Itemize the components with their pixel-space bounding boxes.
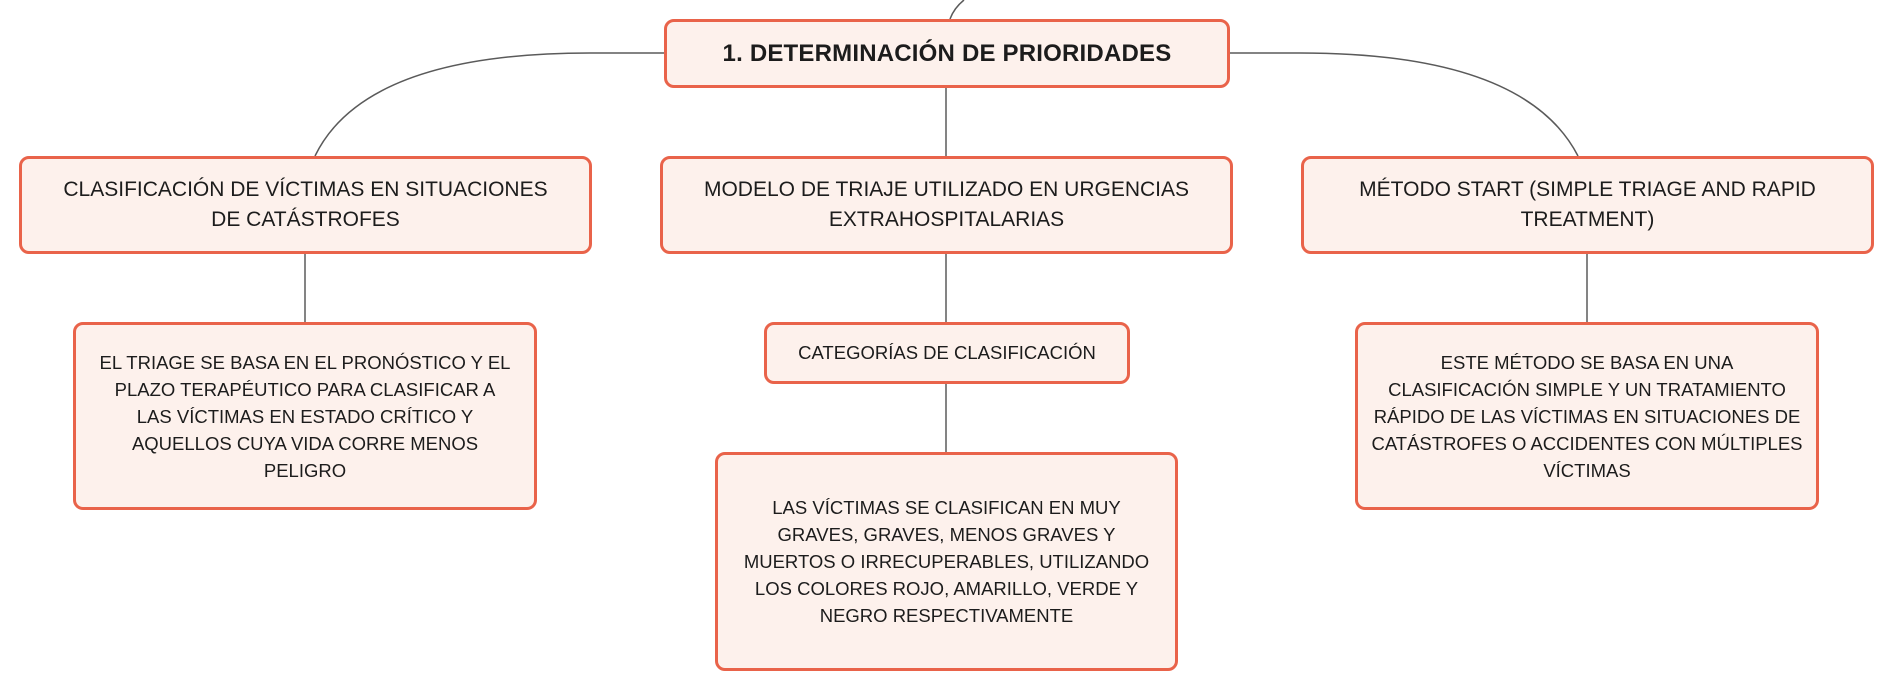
- child-node-categorias-clasificacion[interactable]: [764, 322, 1130, 384]
- connector-root-to-branch-1: [315, 53, 664, 156]
- branch-node-metodo-start[interactable]: [1301, 156, 1874, 254]
- detail-node-text: LAS VÍCTIMAS SE CLASIFICAN EN MUY GRAVES, GRAVES, MENOS GRAVES Y MUERTOS O IRRECUPERABLES, UTILIZANDO LOS COLORES ROJO, AMARILLO, VERDE Y NEGRO RESPECTIVAMENTE: [743, 497, 1150, 626]
- detail-node-metodo-start[interactable]: [1355, 322, 1819, 510]
- branch-node-modelo-triaje[interactable]: [660, 156, 1233, 254]
- branch-node-clasificacion-victimas[interactable]: [19, 156, 592, 254]
- detail-node-text: EL TRIAGE SE BASA EN EL PRONÓSTICO Y EL PLAZO TERAPÉUTICO PARA CLASIFICAR A LAS VÍCTIMAS EN ESTADO CRÍTICO Y AQUELLOS CUYA VIDA CORRE MENOS PELIGRO: [99, 351, 511, 481]
- detail-node-clasificacion-colores[interactable]: [715, 452, 1178, 671]
- branch-node-label: CLASIFICACIÓN DE VÍCTIMAS EN SITUACIONES DE CATÁSTROFES: [63, 178, 548, 231]
- root-node[interactable]: [664, 19, 1230, 88]
- connector-parent-to-root: [950, 0, 964, 19]
- branch-node-label: MÉTODO START (SIMPLE TRIAGE AND RAPID TREATMENT): [1359, 178, 1816, 231]
- root-node-label: 1. DETERMINACIÓN DE PRIORIDADES: [722, 39, 1172, 67]
- connector-root-to-branch-3: [1230, 53, 1578, 156]
- branch-node-label: MODELO DE TRIAJE UTILIZADO EN URGENCIAS EXTRAHOSPITALARIAS: [703, 178, 1190, 231]
- detail-node-text: ESTE MÉTODO SE BASA EN UNA CLASIFICACIÓN SIMPLE Y UN TRATAMIENTO RÁPIDO DE LAS VÍCTIMAS EN SITUACIONES DE CATÁSTROFES O ACCIDENTES CON MÚLTIPLES VÍCTIMAS: [1371, 351, 1803, 481]
- detail-node-triage-pronostico[interactable]: [73, 322, 537, 510]
- child-node-label: CATEGORÍAS DE CLASIFICACIÓN: [798, 342, 1096, 363]
